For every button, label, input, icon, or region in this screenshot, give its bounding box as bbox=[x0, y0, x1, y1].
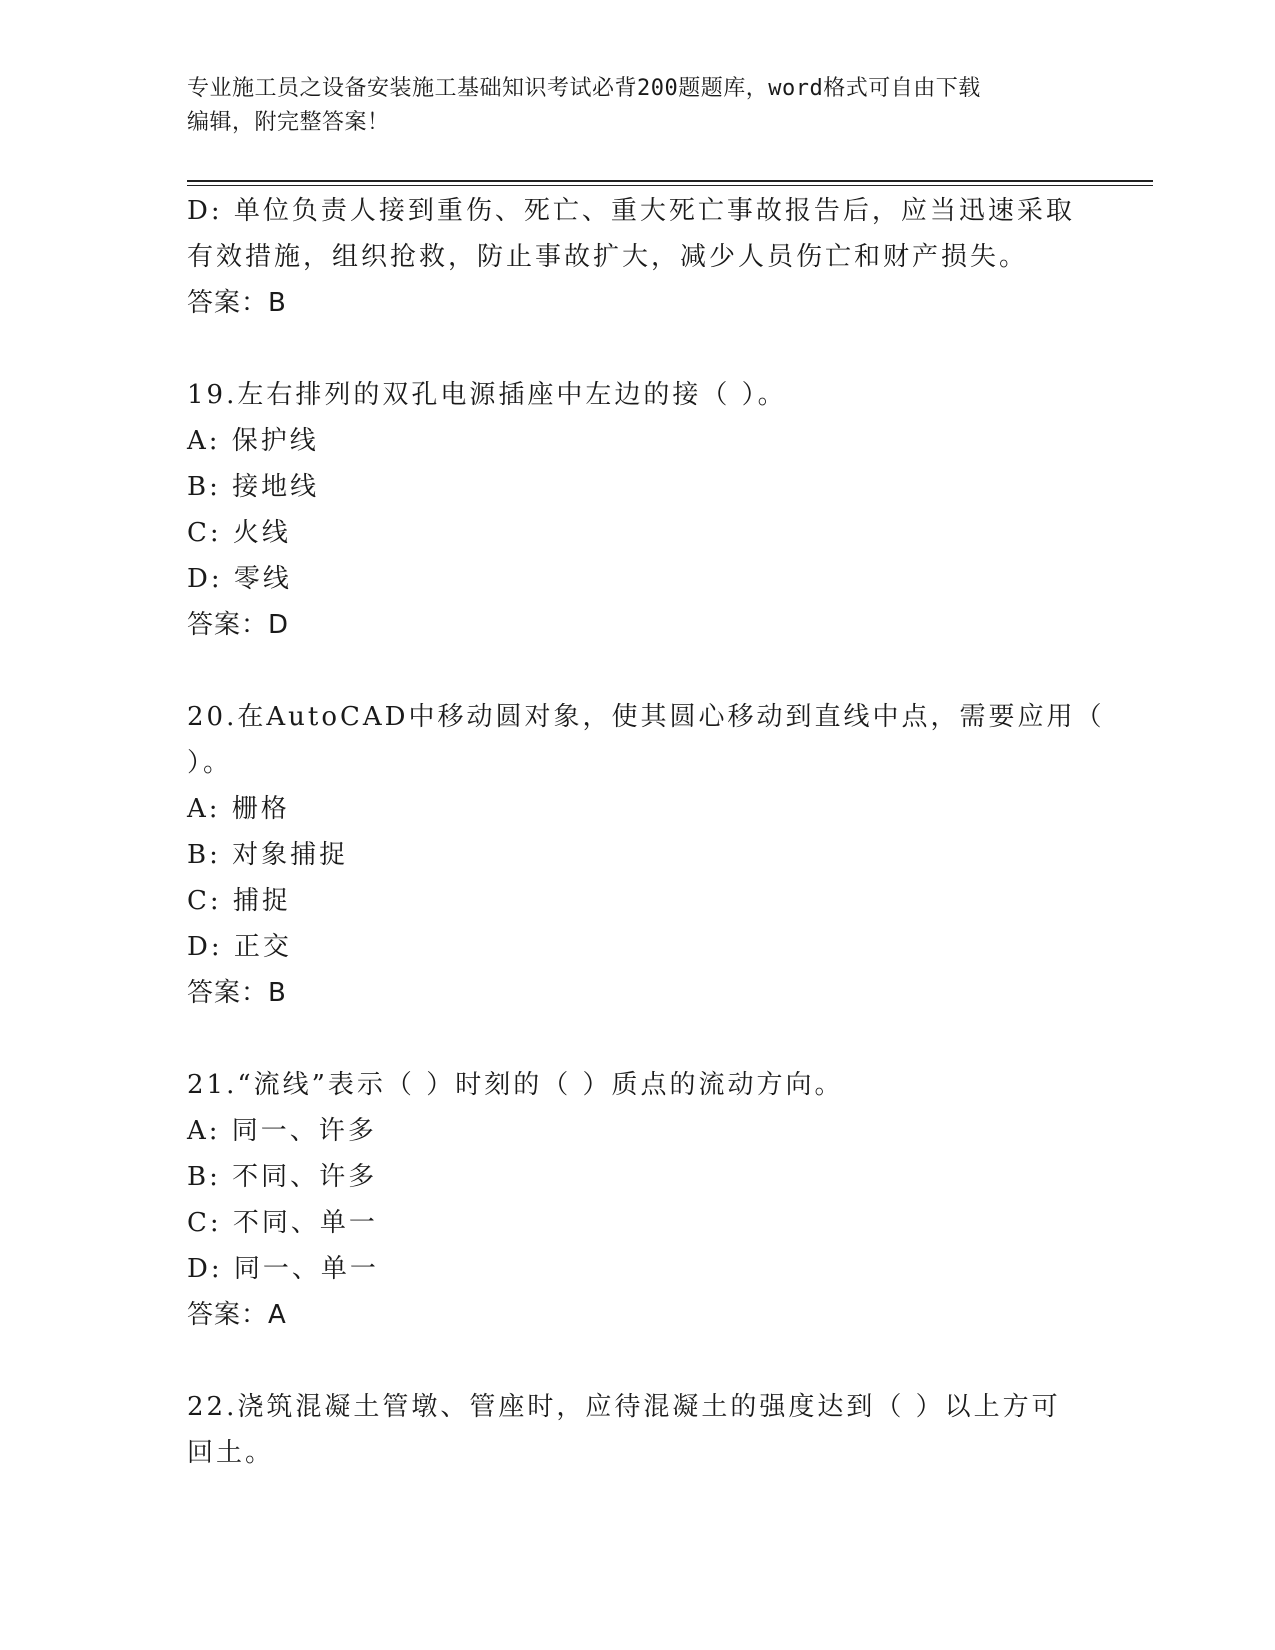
option-b: B: 接地线 bbox=[187, 472, 320, 502]
option-a: A: 同一、许多 bbox=[187, 1116, 377, 1146]
question-stem-continued: 回土。 bbox=[187, 1438, 275, 1468]
page-header bbox=[187, 72, 1067, 140]
option-c: C: 不同、单一 bbox=[187, 1208, 378, 1238]
option-d: D: 同一、单一 bbox=[187, 1254, 379, 1284]
question-22 bbox=[187, 1384, 1087, 1476]
option-b: B: 不同、许多 bbox=[187, 1162, 378, 1192]
option-b: B: 对象捕捉 bbox=[187, 840, 349, 870]
answer-line: 答案：A bbox=[187, 1300, 287, 1330]
question-stem: 20.在AutoCAD中移动圆对象，使其圆心移动到直线中点，需要应用（ bbox=[187, 702, 1105, 732]
header-divider-thin bbox=[187, 185, 1153, 186]
question-20 bbox=[187, 694, 1105, 1016]
document-body bbox=[187, 188, 1105, 1476]
question-stem: 22.浇筑混凝土管墩、管座时，应待混凝土的强度达到（ ）以上方可 bbox=[187, 1392, 1061, 1422]
option-a: A: 保护线 bbox=[187, 426, 319, 456]
option-a: A: 栅格 bbox=[187, 794, 290, 824]
option-c: C: 火线 bbox=[187, 518, 291, 548]
question-21 bbox=[187, 1062, 1087, 1338]
question-partial-18 bbox=[187, 188, 1087, 326]
header-line-2: 编辑，附完整答案！ bbox=[187, 110, 390, 135]
question-19 bbox=[187, 372, 1087, 648]
option-d-line: 有效措施，组织抢救，防止事故扩大，减少人员伤亡和财产损失。 bbox=[187, 242, 1029, 272]
question-stem-continued: ）。 bbox=[187, 748, 233, 778]
option-d: D: 零线 bbox=[187, 564, 292, 594]
header-divider-thick bbox=[187, 180, 1153, 182]
option-d: D: 正交 bbox=[187, 932, 292, 962]
answer-line: 答案：B bbox=[187, 978, 287, 1008]
answer-line: 答案：B bbox=[187, 288, 287, 318]
header-line-1: 专业施工员之设备安装施工基础知识考试必背200题题库，word格式可自由下载 bbox=[187, 76, 981, 101]
question-stem: 21.“流线”表示（ ）时刻的（ ）质点的流动方向。 bbox=[187, 1070, 844, 1100]
answer-line: 答案：D bbox=[187, 610, 290, 640]
option-c: C: 捕捉 bbox=[187, 886, 291, 916]
option-d-line: D: 单位负责人接到重伤、死亡、重大死亡事故报告后，应当迅速采取 bbox=[187, 196, 1075, 226]
question-stem: 19.左右排列的双孔电源插座中左边的接（ ）。 bbox=[187, 380, 787, 410]
